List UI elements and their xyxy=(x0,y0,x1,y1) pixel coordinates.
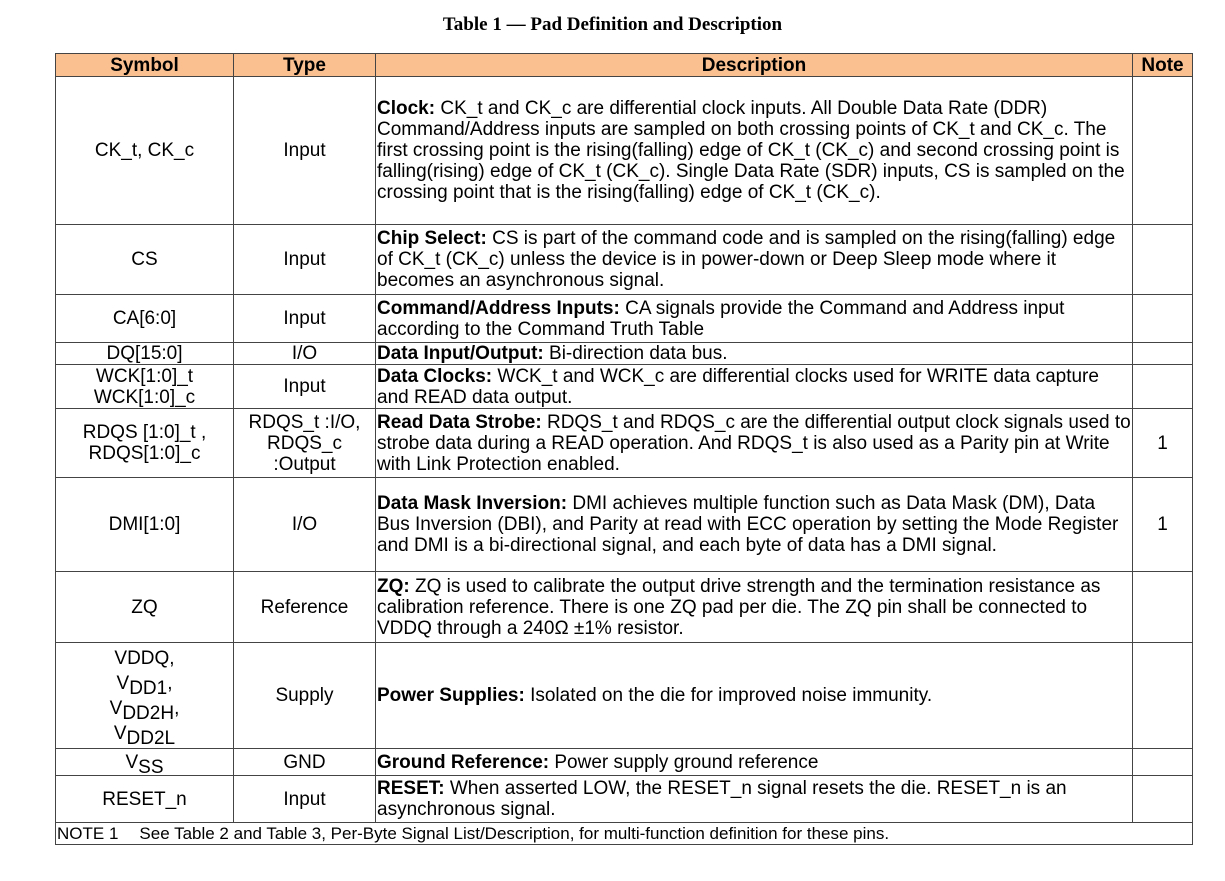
description-label: Ground Reference: xyxy=(377,751,550,773)
supply-subscript: DD2L xyxy=(126,727,176,749)
description-label: Read Data Strobe: xyxy=(377,411,542,433)
note-cell xyxy=(1133,749,1193,776)
symbol-line: WCK[1:0]_t xyxy=(95,365,194,387)
description-text: ZQ is used to calibrate the output drive strength and the termination resistance as calibration reference. There is one ZQ pad per die. The ZQ pin shall be connected to VDDQ through a 240Ω ±1% resistor. xyxy=(377,575,1101,639)
description-text: Power supply ground reference xyxy=(549,751,819,773)
description-cell xyxy=(376,572,1133,643)
gnd-v: V xyxy=(125,751,139,773)
note-cell xyxy=(1133,225,1193,295)
description-text: CA signals provide the Command and Address input according to the Command Truth Table xyxy=(377,297,1065,340)
description-text: DMI achieves multiple function such as Data Mask (DM), Data Bus Inversion (DBI), and Parity at read with ECC operation by setting the Mode Register and DMI is a bi-directional signal, and each byte of data has a DMI signal. xyxy=(377,493,1119,556)
type-cell: Input xyxy=(234,77,376,225)
description-cell xyxy=(376,365,1133,409)
description-label: Data Mask Inversion: xyxy=(377,493,568,514)
table-row xyxy=(56,77,1193,225)
table-row xyxy=(56,478,1193,572)
type-cell: Input xyxy=(234,295,376,343)
header-row xyxy=(56,54,1193,77)
supply-v: V xyxy=(109,697,123,719)
table-row xyxy=(56,749,1193,776)
type-cell: I/O xyxy=(234,478,376,572)
header-description: Description xyxy=(376,54,1133,77)
description-cell xyxy=(376,343,1133,365)
type-line: :Output xyxy=(273,453,336,475)
footnote-text: See Table 2 and Table 3, Per-Byte Signal List/Description, for multi-function definition for these pins. xyxy=(139,824,890,843)
description-text: Bi-direction data bus. xyxy=(543,343,728,364)
description-cell xyxy=(376,225,1133,295)
description-text: RDQS_t and RDQS_c are the differential output clock signals used to strobe data during a READ operation. And RDQS_t is also used as a Parity pin at Write with Link Protection enabled. xyxy=(377,411,1131,475)
symbol-cell: RESET_n xyxy=(56,776,234,823)
symbol-line: RDQS[1:0]_c xyxy=(88,443,201,464)
note-cell xyxy=(1133,295,1193,343)
note-cell xyxy=(1133,776,1193,823)
note-cell: 1 xyxy=(1133,478,1193,572)
type-cell: Input xyxy=(234,776,376,823)
description-cell xyxy=(376,749,1133,776)
symbol-line: VDDQ, xyxy=(114,647,175,669)
footnote-row xyxy=(56,823,1193,845)
note-cell xyxy=(1133,365,1193,409)
supply-comma: , xyxy=(174,697,180,719)
description-label: RESET: xyxy=(377,778,445,799)
header-type: Type xyxy=(234,54,376,77)
symbol-cell: CA[6:0] xyxy=(56,295,234,343)
symbol-cell xyxy=(56,749,234,776)
symbol-line xyxy=(57,696,232,724)
symbol-cell xyxy=(56,643,234,749)
supply-v: V xyxy=(113,722,127,744)
description-text: WCK_t and WCK_c are differential clocks used for WRITE data capture and READ data output. xyxy=(377,365,1099,408)
table-row xyxy=(56,643,1193,749)
footnote-label: NOTE 1 xyxy=(57,824,119,843)
note-cell xyxy=(1133,572,1193,643)
description-cell xyxy=(376,409,1133,478)
description-cell xyxy=(376,295,1133,343)
description-label: Data Input/Output: xyxy=(377,343,544,364)
note-cell: 1 xyxy=(1133,409,1193,478)
description-label: Power Supplies: xyxy=(377,685,525,706)
type-cell: I/O xyxy=(234,343,376,365)
pad-definition-table xyxy=(55,53,1193,845)
description-text: Isolated on the die for improved noise immunity. xyxy=(524,685,933,706)
table-title: Table 1 — Pad Definition and Description xyxy=(442,14,783,35)
header-symbol: Symbol xyxy=(56,54,234,77)
header-note: Note xyxy=(1133,54,1193,77)
type-cell xyxy=(234,409,376,478)
table-row xyxy=(56,295,1193,343)
table-row xyxy=(56,572,1193,643)
note-cell xyxy=(1133,343,1193,365)
type-cell: Input xyxy=(234,365,376,409)
description-label: Chip Select: xyxy=(377,228,487,249)
description-cell xyxy=(376,77,1133,225)
symbol-line: WCK[1:0]_c xyxy=(93,386,196,408)
symbol-cell: ZQ xyxy=(56,572,234,643)
description-text: CK_t and CK_c are differential clock inputs. All Double Data Rate (DDR) Command/Address inputs are sampled on both crossing points of CK_t and CK_c. The first crossing point is the rising(falling) edge of CK_t (CK_c) and second crossing point is falling(rising) edge of CK_t (CK_c). Single Data Rate (SDR) inputs, CS is sampled on the crossing point that is the rising(falling) edge of CK_t (CK_c). xyxy=(377,98,1125,203)
description-cell xyxy=(376,478,1133,572)
symbol-cell xyxy=(56,365,234,409)
description-label: Command/Address Inputs: xyxy=(377,297,620,319)
type-cell: GND xyxy=(234,749,376,776)
type-cell: Input xyxy=(234,225,376,295)
supply-v: V xyxy=(116,672,130,694)
symbol-cell: CS xyxy=(56,225,234,295)
note-cell xyxy=(1133,643,1193,749)
symbol-cell: DMI[1:0] xyxy=(56,478,234,572)
symbol-cell xyxy=(56,409,234,478)
description-label: Clock: xyxy=(377,98,436,119)
supply-subscript: DD2H xyxy=(122,702,175,724)
symbol-cell: DQ[15:0] xyxy=(56,343,234,365)
note-cell xyxy=(1133,77,1193,225)
type-cell: Supply xyxy=(234,643,376,749)
table-row xyxy=(56,365,1193,409)
type-line: RDQS_t :I/O, xyxy=(248,411,361,433)
description-label: Data Clocks: xyxy=(377,365,493,387)
table-row xyxy=(56,409,1193,478)
description-text: CS is part of the command code and is sampled on the rising(falling) edge of CK_t (CK_c) unless the device is in power-down or Deep Sleep mode where it becomes an asynchronous signal. xyxy=(377,228,1116,291)
symbol-line xyxy=(57,721,232,749)
description-cell xyxy=(376,776,1133,823)
table-row xyxy=(56,225,1193,295)
supply-comma: , xyxy=(167,672,173,694)
table-row xyxy=(56,343,1193,365)
symbol-line xyxy=(57,671,232,699)
gnd-subscript: SS xyxy=(138,756,164,778)
description-label: ZQ: xyxy=(377,575,410,597)
supply-subscript: DD1 xyxy=(129,677,168,699)
type-line: RDQS_c xyxy=(267,432,342,454)
description-text: When asserted LOW, the RESET_n signal resets the die. RESET_n is an asynchronous signal. xyxy=(377,778,1067,820)
description-cell xyxy=(376,643,1133,749)
symbol-line: RDQS [1:0]_t , xyxy=(82,422,207,443)
type-cell: Reference xyxy=(234,572,376,643)
footnote-cell xyxy=(56,823,1193,845)
symbol-cell: CK_t, CK_c xyxy=(56,77,234,225)
table-row xyxy=(56,776,1193,823)
